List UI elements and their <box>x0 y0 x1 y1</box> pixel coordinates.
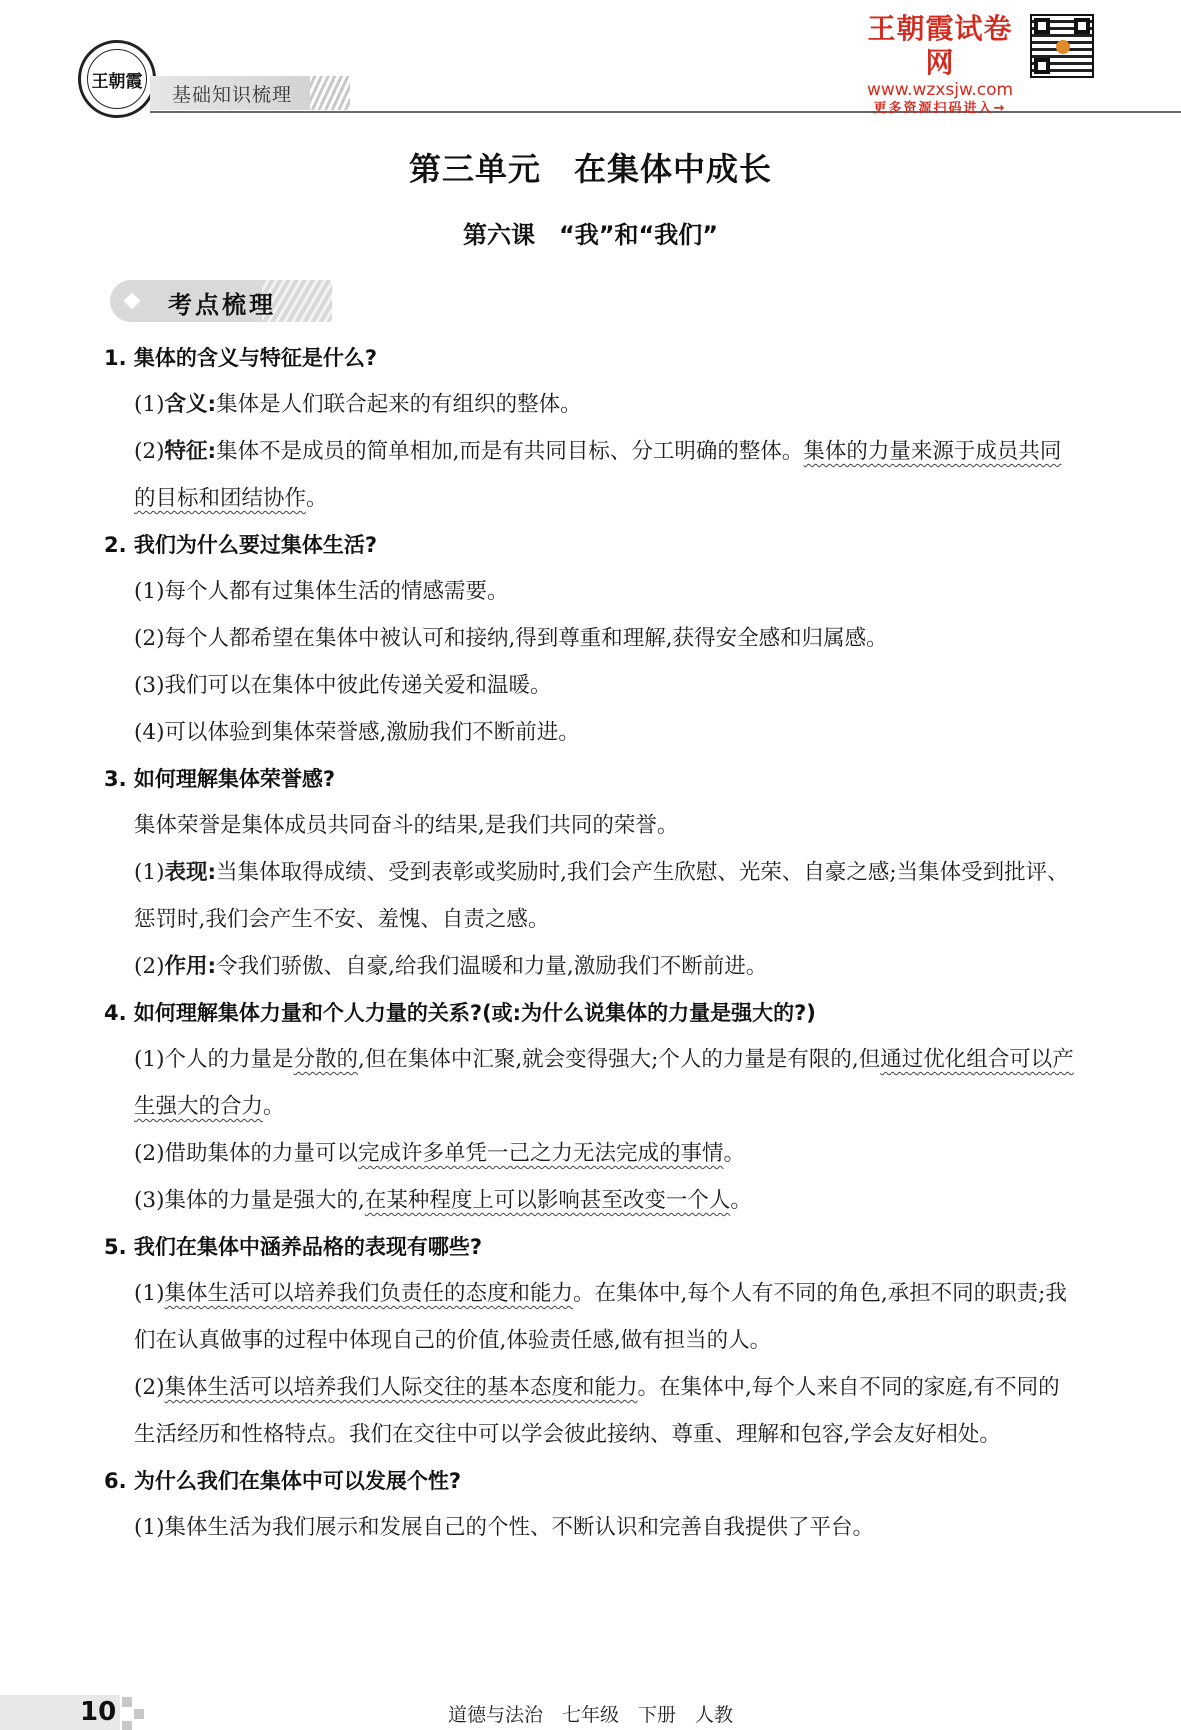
question-heading: 4. 如何理解集体力量和个人力量的关系?(或:为什么说集体的力量是强大的?) <box>104 1001 816 1025</box>
answer-line: (1)个人的力量是分散的,但在集体中汇聚,就会变得强大;个人的力量是有限的,但通过优化组合可以产生强大的合力。 <box>134 1047 1074 1119</box>
answer-line: (1)每个人都有过集体生活的情感需要。 <box>134 579 509 604</box>
brand-cta: 更多资源扫码进入→ <box>873 101 1007 116</box>
qr-code-icon[interactable] <box>1030 14 1094 78</box>
answer-line: (2)作用:令我们骄傲、自豪,给我们温暖和力量,激励我们不断前进。 <box>134 954 768 979</box>
emphasis-text: 在某种程度上可以影响甚至改变一个人 <box>364 1188 731 1213</box>
content <box>104 335 1079 1551</box>
answer-line: (1)集体生活可以培养我们负责任的态度和能力。在集体中,每个人有不同的角色,承担不同的职责;我们在认真做事的过程中体现自己的价值,体验责任感,做有担当的人。 <box>134 1281 1067 1353</box>
answer-line: (4)可以体验到集体荣誉感,激励我们不断前进。 <box>134 720 580 745</box>
publisher-logo <box>78 40 156 118</box>
brand-url[interactable]: www.wzxsjw.com <box>866 80 1014 100</box>
question-heading: 3. 如何理解集体荣誉感? <box>104 767 336 791</box>
emphasis-text: 分散的 <box>293 1047 358 1072</box>
emphasis-text: 通过优化组合可以产生强大的合力 <box>134 1047 1074 1119</box>
answer-line: (2)每个人都希望在集体中被认可和接纳,得到尊重和理解,获得安全感和归属感。 <box>134 626 888 651</box>
answer-line: (2)借助集体的力量可以完成许多单凭一己之力无法完成的事情。 <box>134 1141 746 1166</box>
emphasis-text: 集体的力量来源于成员共同的目标和团结协作 <box>134 439 1062 511</box>
brand-block[interactable] <box>855 12 1025 118</box>
brand-name: 王朝霞试卷网 <box>867 12 1013 79</box>
section-tag <box>110 280 332 322</box>
answer-line: (3)我们可以在集体中彼此传递关爱和温暖。 <box>134 673 552 698</box>
emphasis-text: 集体生活可以培养我们人际交往的基本态度和能力 <box>164 1375 638 1400</box>
answer-line: 集体荣誉是集体成员共同奋斗的结果,是我们共同的荣誉。 <box>134 813 679 838</box>
question-heading: 1. 集体的含义与特征是什么? <box>104 346 378 370</box>
answer-line: (2)特征:集体不是成员的简单相加,而是有共同目标、分工明确的整体。集体的力量来源于成员共同的目标和团结协作。 <box>134 439 1062 511</box>
diamond-icon <box>124 293 141 310</box>
section-tag-label: 考点梳理 <box>168 291 276 319</box>
question-heading: 2. 我们为什么要过集体生活? <box>104 533 378 557</box>
book-info: 道德与法治 七年级 下册 人教 <box>447 1704 733 1726</box>
emphasis-text: 集体生活可以培养我们负责任的态度和能力 <box>164 1281 573 1306</box>
unit-title: 第三单元 在集体中成长 <box>408 150 772 188</box>
lesson-title: 第六课 “我”和“我们” <box>462 221 719 249</box>
answer-line: (1)含义:集体是人们联合起来的有组织的整体。 <box>134 392 582 417</box>
question-heading: 5. 我们在集体中涵养品格的表现有哪些? <box>104 1235 483 1259</box>
header-stripes <box>310 76 350 110</box>
logo-text: 王朝霞 <box>87 49 147 109</box>
page-number: 10 <box>80 1697 117 1727</box>
answer-line: (3)集体的力量是强大的,在某种程度上可以影响甚至改变一个人。 <box>134 1188 752 1213</box>
emphasis-text: 完成许多单凭一己之力无法完成的事情 <box>357 1141 724 1166</box>
section-label: 基础知识梳理 <box>172 84 293 106</box>
question-heading: 6. 为什么我们在集体中可以发展个性? <box>104 1469 462 1493</box>
answer-line: (1)表现:当集体取得成绩、受到表彰或奖励时,我们会产生欣慰、光荣、自豪之感;当集体受到批评、惩罚时,我们会产生不安、羞愧、自责之感。 <box>134 860 1069 932</box>
answer-line: (2)集体生活可以培养我们人际交往的基本态度和能力。在集体中,每个人来自不同的家庭,有不同的生活经历和性格特点。我们在交往中可以学会彼此接纳、尊重、理解和包容,学会友好相处。 <box>134 1375 1060 1447</box>
answer-line: (1)集体生活为我们展示和发展自己的个性、不断认识和完善自我提供了平台。 <box>134 1515 874 1540</box>
header-divider <box>150 111 1181 113</box>
